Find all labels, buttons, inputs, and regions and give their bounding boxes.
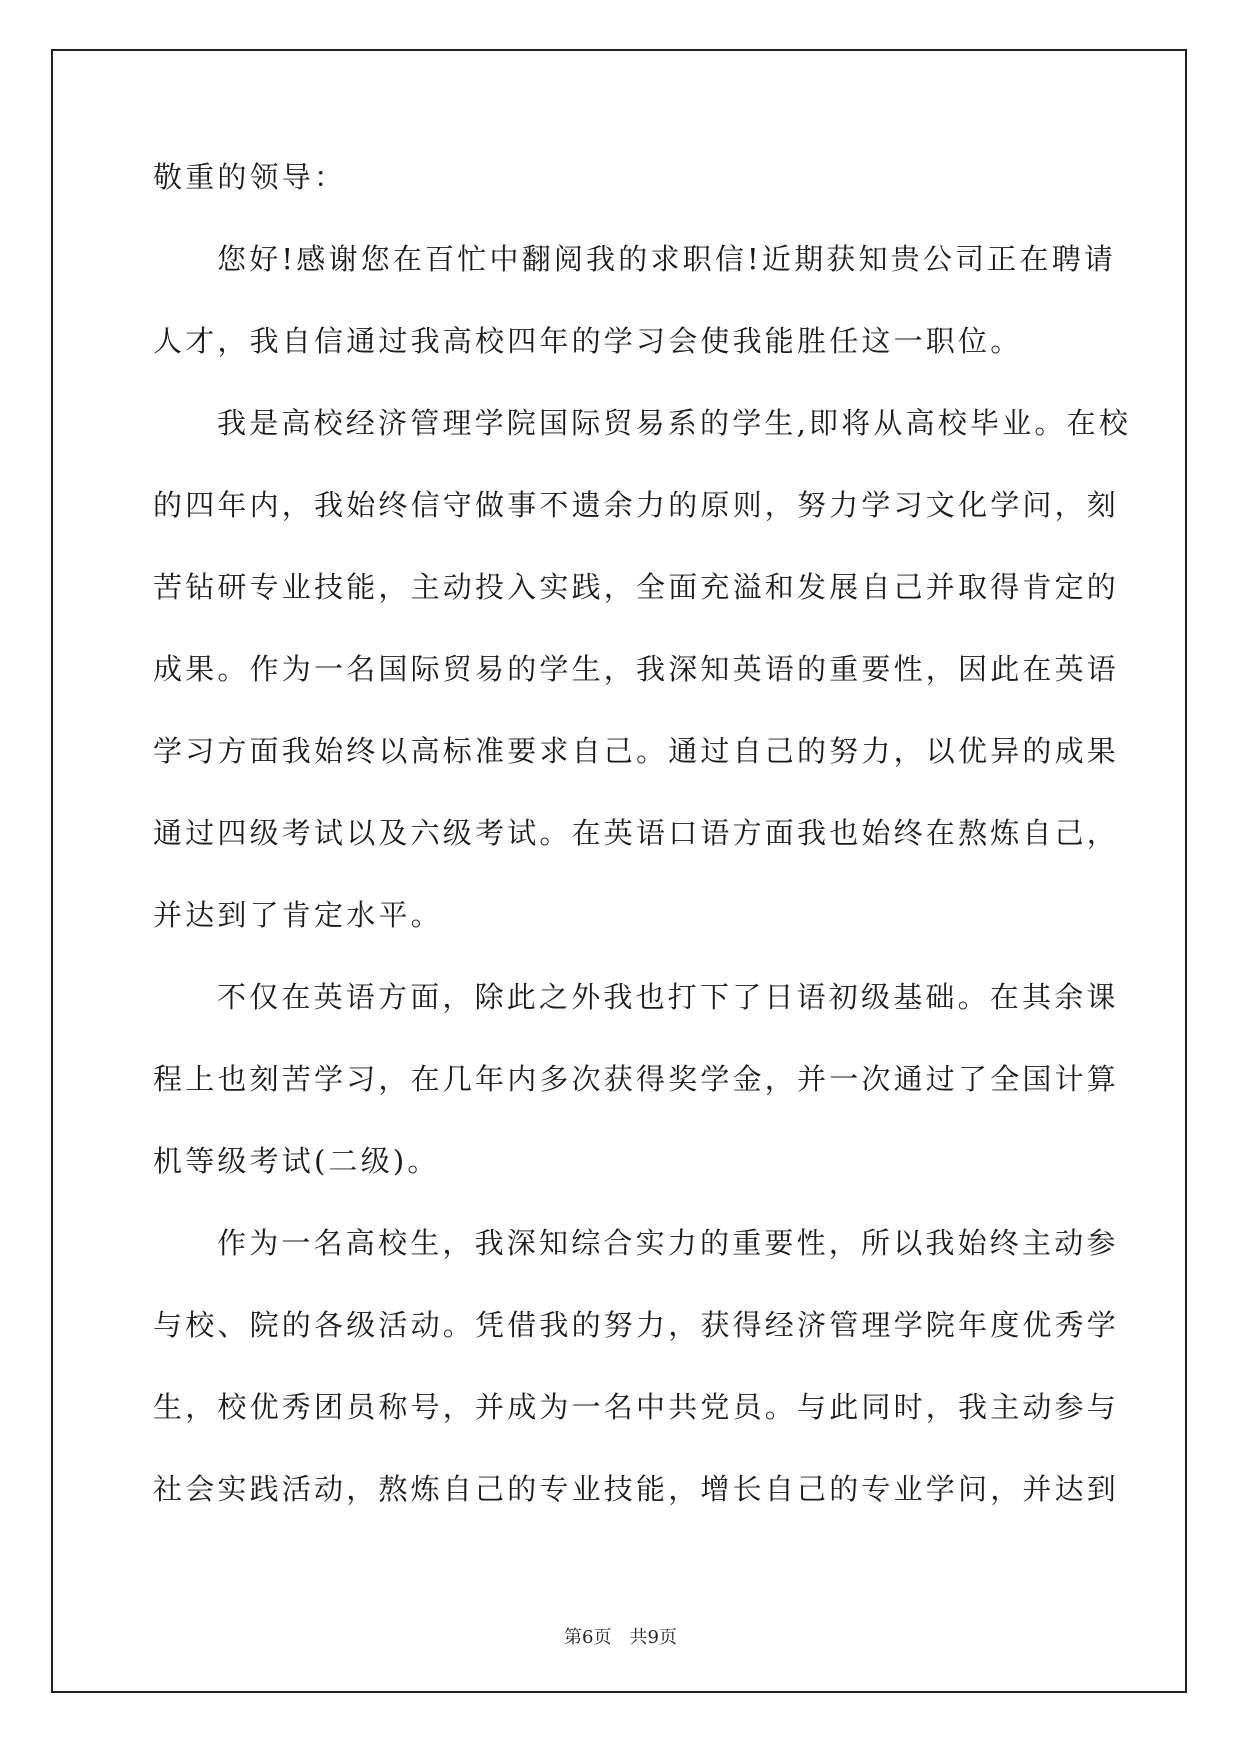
paragraph-line: 并达到了肯定水平。	[153, 898, 443, 932]
paragraph-line: 与校、院的各级活动。凭借我的努力，获得经济管理学院年度优秀学	[153, 1308, 1120, 1342]
paragraph-line: 生，校优秀团员称号，并成为一名中共党员。与此同时，我主动参与	[153, 1390, 1120, 1424]
paragraph-line: 苦钻研专业技能，主动投入实践，全面充溢和发展自己并取得肯定的	[153, 570, 1120, 604]
paragraph-line: 成果。作为一名国际贸易的学生，我深知英语的重要性，因此在英语	[153, 652, 1120, 686]
paragraph-line: 社会实践活动，熬炼自己的专业技能，增长自己的专业学问，并达到	[153, 1472, 1120, 1506]
paragraph-line: 机等级考试(二级)。	[153, 1144, 440, 1178]
paragraph-line: 程上也刻苦学习，在几年内多次获得奖学金，并一次通过了全国计算	[153, 1062, 1120, 1096]
paragraph-line: 我是高校经济管理学院国际贸易系的学生,即将从高校毕业。在校	[217, 406, 1132, 440]
paragraph-line: 不仅在英语方面，除此之外我也打下了日语初级基础。在其余课	[217, 980, 1119, 1014]
page-footer	[0, 1623, 1241, 1649]
paragraph-line: 人才，我自信通过我高校四年的学习会使我能胜任这一职位。	[153, 324, 1023, 358]
paragraph-line: 作为一名高校生，我深知综合实力的重要性，所以我始终主动参	[217, 1226, 1119, 1260]
paragraph-line: 通过四级考试以及六级考试。在英语口语方面我也始终在熬炼自己，	[153, 816, 1120, 850]
salutation: 敬重的领导：	[153, 160, 347, 194]
letter-body	[153, 160, 1132, 1554]
page-number-current: 第6页	[564, 1627, 612, 1648]
paragraph-line: 学习方面我始终以高标准要求自己。通过自己的努力，以优异的成果	[153, 734, 1120, 768]
page-number-total: 共9页	[629, 1627, 677, 1648]
paragraph-line: 的四年内，我始终信守做事不遗余力的原则，努力学习文化学问，刻	[153, 488, 1120, 522]
paragraph-line: 您好!感谢您在百忙中翻阅我的求职信!近期获知贵公司正在聘请	[217, 242, 1117, 276]
